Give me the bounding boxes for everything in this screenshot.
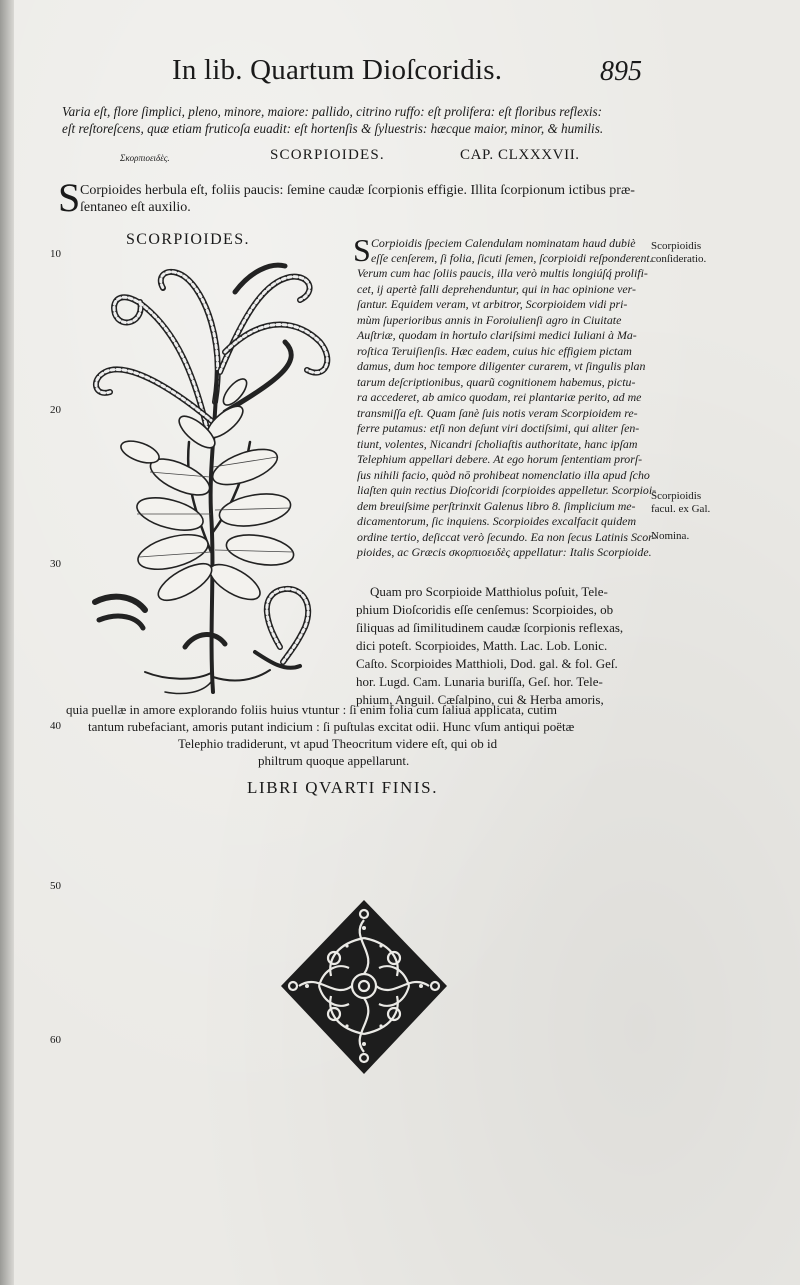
plant-title: SCORPIOIDES. xyxy=(126,231,250,248)
margin-note-consideratio: conſideratio. xyxy=(651,253,707,265)
commentary-line: eſſe cenſerem, ſi folia, ſicuti ſemen, ſcorpioidi reſponderent. xyxy=(371,251,653,265)
intro-line: eſt reſtoreſcens, quæ etiam fruticoſa euadit: eſt hortenſis & ſyluestris: hæcque maior, minor, & humilis. xyxy=(62,121,604,136)
note-line: hor. Lugd. Cam. Lunaria buriſſa, Geſ. hor. Tele- xyxy=(356,674,603,689)
note-line: Caſto. Scorpioides Matthioli, Dod. gal. & fol. Geſ. xyxy=(356,656,618,671)
page-edge-shadow xyxy=(0,0,14,1285)
dioscorides-dropcap: S xyxy=(58,175,81,220)
line-number: 30 xyxy=(50,558,61,570)
commentary-line: damus, dum hoc tempore diligenter curarem, vt ſingulis plan xyxy=(357,359,646,373)
chapter-title: SCORPIOIDES. xyxy=(270,147,385,163)
note-line: phium, Anguil. Cæſalpino, cui & Herba amoris, xyxy=(356,692,604,707)
commentary-line: ſus nihili facio, quòd nō prohibeat nomenclatio illa apud ſcho xyxy=(357,468,650,482)
commentary-line: liaſten quin rectius Dioſcoridi ſcorpioides appelletur. Scorpioi- xyxy=(357,483,657,497)
note-line: quia puellæ in amore explorando foliis huius vtuntur : ſi enim folia cum ſaliua applicata, cutim xyxy=(66,702,557,717)
commentary-line: ordine tertio, deſiccat verò ſecundo. Ea non ſecus Latinis Scor- xyxy=(357,530,657,544)
margin-note-facultates: Scorpioidis xyxy=(651,490,702,502)
line-number: 40 xyxy=(50,720,61,732)
commentary-line: ſantur. Equidem veram, vt arbitror, Scorpioidem vidi pri- xyxy=(357,297,628,311)
line-number: 10 xyxy=(50,248,61,260)
commentary-line: transmiſſa eſt. Quam ſanè ſuis notis veram Scorpioidem re- xyxy=(357,406,638,420)
intro-line: Varia eſt, flore ſimplici, pleno, minore, maiore: pallido, citrino ruffo: eſt prolifera: eſt floribus reflexis: xyxy=(62,104,603,119)
note-line: ſiliquas ad ſimilitudinem caudæ ſcorpionis reflexas, xyxy=(356,620,624,635)
book-end-heading: LIBRI QVARTI FINIS. xyxy=(247,778,439,797)
commentary-line: tarum deſcriptionibus, quarũ cognitionem habemus, pictu- xyxy=(357,375,636,389)
margin-note-consideratio: Scorpioidis xyxy=(651,240,702,252)
folio-number: 895 xyxy=(600,56,642,87)
note-line: phium Dioſcoridis eſſe cenſemus: Scorpioides, ob xyxy=(356,602,614,617)
commentary-line: Telephium appellari debere. At ego horum ſententiam prorſ- xyxy=(357,452,643,466)
commentary-line: Auſtriæ, quodam in hortulo clariſsimi medici Iuliani à Ma- xyxy=(357,328,637,342)
commentary-line: pioides, ac Græcis σκορπιοειδὲς appellatur: Italis Scorpioide. xyxy=(357,545,652,559)
running-head: In lib. Quartum Dioſcoridis. xyxy=(172,54,503,86)
margin-note-nomina: Nomina. xyxy=(651,530,690,542)
commentary-line: mùm ſuperioribus annis in Foroiulienſi agro in Ciuitate xyxy=(357,313,622,327)
commentary-line: roſtica Teruiſienſis. Hæc eadem, cuius hic effigiem pictam xyxy=(357,344,632,358)
note-line: Quam pro Scorpioide Matthiolus poſuit, Tele- xyxy=(370,584,608,599)
margin-note-facultates: facul. ex Gal. xyxy=(651,503,711,515)
note-line: Telephio tradiderunt, vt apud Theocritum videre eſt, qui ob id xyxy=(178,736,498,751)
commentary-line: cet, ij apertè falli deprehenduntur, qui in hac opinione ver- xyxy=(357,282,637,296)
commentary-line: dem breuiſsime perſtrinxit Galenus libro 8. ſimplicium me- xyxy=(357,499,636,513)
commentary-line: Corpioidis ſpeciem Calendulam nominatam haud dubiè xyxy=(371,236,636,250)
dioscorides-line: ſentaneo eſt auxilio. xyxy=(80,200,191,215)
note-line: philtrum quoque appellarunt. xyxy=(258,753,410,768)
commentary-line: tiunt, volentes, Nicandri ſcholiaſtis authoritate, hanc ipſam xyxy=(357,437,638,451)
note-line: tantum rubefaciant, amoris putant indicium : ſi puſtulas excitat odii. Hunc vſum antiqui poëtæ xyxy=(88,719,575,734)
line-number: 60 xyxy=(50,1034,61,1046)
dioscorides-line: Corpioides herbula eſt, foliis paucis: ſemine caudæ ſcorpionis effigie. Illita ſcorpionum ictibus præ- xyxy=(80,183,635,198)
chapter-greek-title: Σκορπιοειδὲς. xyxy=(120,153,170,163)
commentary-line: ra accederet, ab amico quodam, rei plantariæ perito, ad me xyxy=(357,390,642,404)
commentary-line: ferre putamus: etſi non deſunt viri doctiſsimi, qui aliter ſen- xyxy=(357,421,640,435)
commentary-line: Verum cum hac ſoliis paucis, illa verò multis longiúſq́ prolifi- xyxy=(357,266,648,280)
commentary-line: dicamentorum, ſic inquiens. Scorpioides excalfacit quidem xyxy=(357,514,637,528)
chapter-number: CAP. CLXXXVII. xyxy=(460,147,580,163)
note-line: dici poteſt. Scorpioides, Matth. Lac. Lob. Lonic. xyxy=(356,638,608,653)
line-number: 50 xyxy=(50,880,61,892)
line-number: 20 xyxy=(50,404,61,416)
scorpioides-woodcut xyxy=(85,252,345,697)
diamond-ornament xyxy=(279,898,449,1078)
commentary-dropcap: S xyxy=(353,232,371,268)
